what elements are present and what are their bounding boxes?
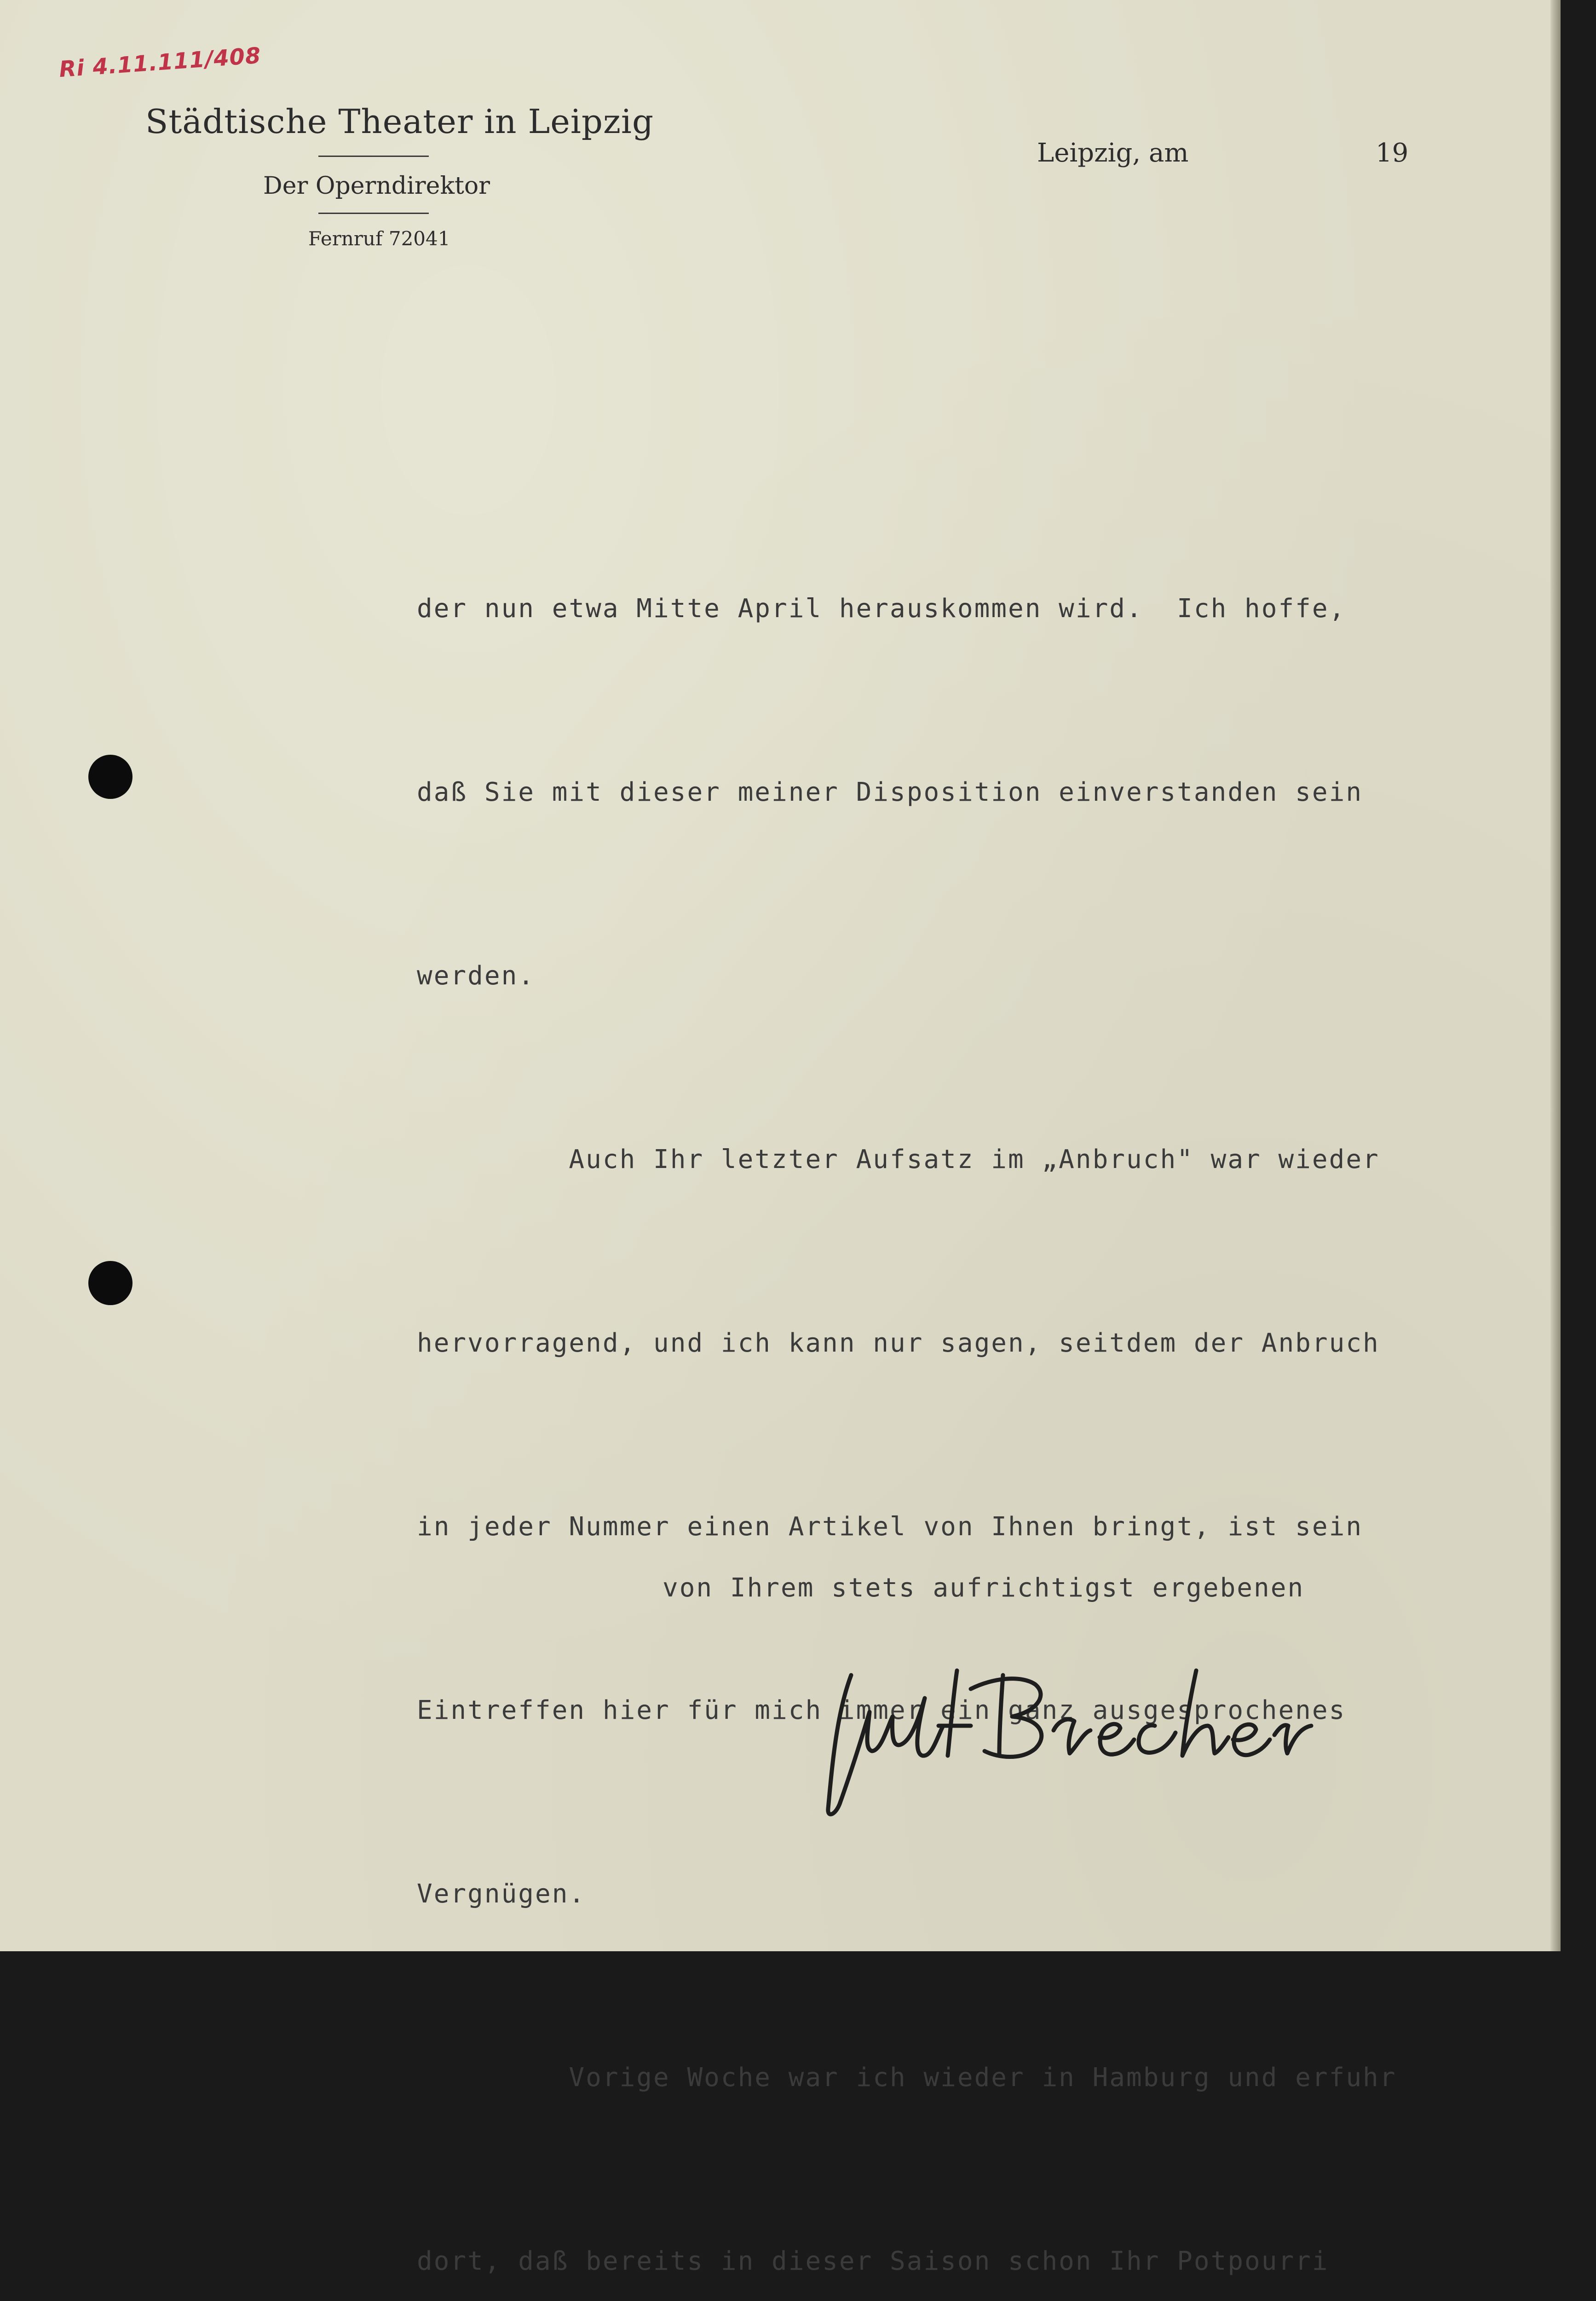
archive-mark: Ri 4.11.111/408 xyxy=(58,42,262,83)
letter-body xyxy=(417,456,1539,2301)
body-line: Vergnügen. xyxy=(417,1879,586,1909)
paper-edge xyxy=(1550,0,1561,1951)
body-line: Auch Ihr letzter Aufsatz im „Anbruch" war wieder xyxy=(417,1145,1380,1174)
body-line: dort, daß bereits in dieser Saison schon Ihr Potpourri xyxy=(417,2246,1329,2276)
body-line: in jeder Nummer einen Artikel von Ihnen bringt, ist sein xyxy=(417,1512,1363,1542)
letterhead-phone: Fernruf 72041 xyxy=(308,227,450,250)
body-line: der nun etwa Mitte April herauskommen wird. Ich hoffe, xyxy=(417,594,1346,624)
punch-hole-top xyxy=(88,755,133,799)
date-year: 19 xyxy=(1376,138,1409,168)
punch-hole-bottom xyxy=(88,1261,133,1305)
body-line: daß Sie mit dieser meiner Disposition einverstanden sein xyxy=(417,777,1363,807)
letterhead-rule-top xyxy=(318,156,429,157)
body-line: werden. xyxy=(417,961,536,991)
closing-line: von Ihrem stets aufrichtigst ergebenen xyxy=(663,1573,1305,1603)
letterhead-organization: Städtische Theater in Leipzig xyxy=(145,102,654,141)
signature xyxy=(819,1657,1389,1822)
letterhead-rule-bottom xyxy=(318,213,429,214)
letterhead-department: Der Operndirektor xyxy=(263,172,490,200)
body-line: Vorige Woche war ich wieder in Hamburg und erfuhr xyxy=(417,2063,1397,2093)
place-date: Leipzig, am xyxy=(1037,138,1189,168)
body-line: Eintreffen hier für mich immer ein ganz ausgesprochenes xyxy=(417,1695,1346,1725)
body-line: hervorragend, und ich kann nur sagen, seitdem der Anbruch xyxy=(417,1328,1380,1358)
